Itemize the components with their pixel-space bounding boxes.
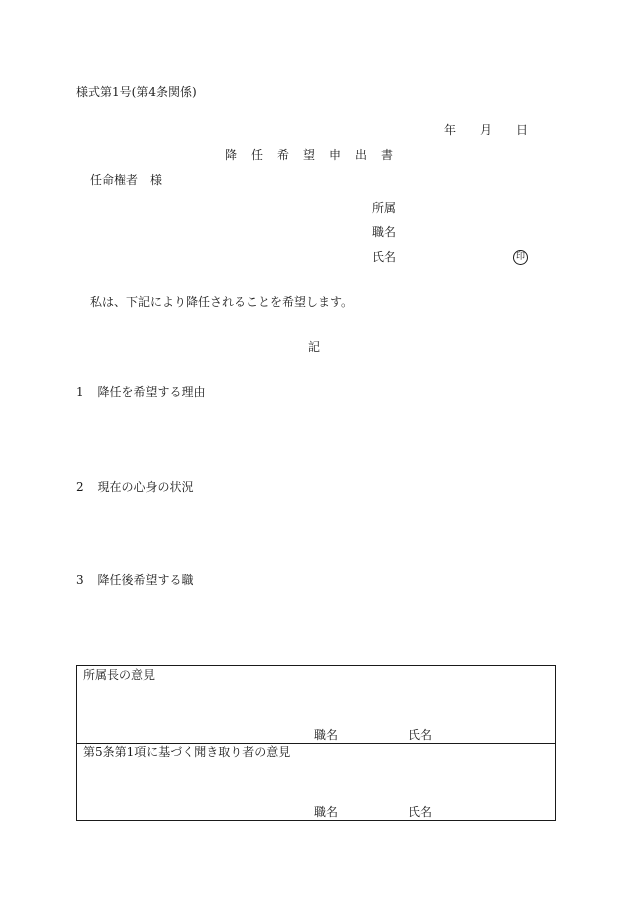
seal-mark: 印 [513,250,528,265]
opinion-row-interviewer [77,743,555,820]
date-day-label: 日 [516,123,529,137]
item-number: 1 [76,385,84,399]
opinion-position-label: 職名 [314,805,339,819]
item-2 [76,481,193,493]
statement: 私は、下記により降任されることを希望します。 [90,295,354,309]
name-label: 氏名 [372,250,397,264]
form-number: 様式第1号(第4条関係) [76,85,197,99]
opinion-name-label: 氏名 [408,728,433,742]
item-text: 降任後希望する職 [97,573,194,587]
opinion-table [76,665,556,821]
item-text: 降任を希望する理由 [97,385,206,399]
item-text: 現在の心身の状況 [97,480,194,494]
item-number: 3 [76,573,84,587]
item-1 [76,386,205,398]
date-year-label: 年 [444,123,457,137]
opinion-row-manager [77,666,555,744]
position-label: 職名 [372,225,397,239]
date-month-label: 月 [480,123,493,137]
item-number: 2 [76,480,84,494]
note-heading: 記 [308,340,321,354]
affiliation-label: 所属 [372,201,397,215]
opinion-name-label: 氏名 [408,805,433,819]
opinion-title: 所属長の意見 [83,668,156,682]
opinion-title: 第5条第1項に基づく聞き取り者の意見 [83,745,291,759]
document-title: 降任希望申出書 [225,148,408,162]
item-3 [76,574,193,586]
opinion-position-label: 職名 [314,728,339,742]
addressee: 任命権者 様 [90,173,163,187]
